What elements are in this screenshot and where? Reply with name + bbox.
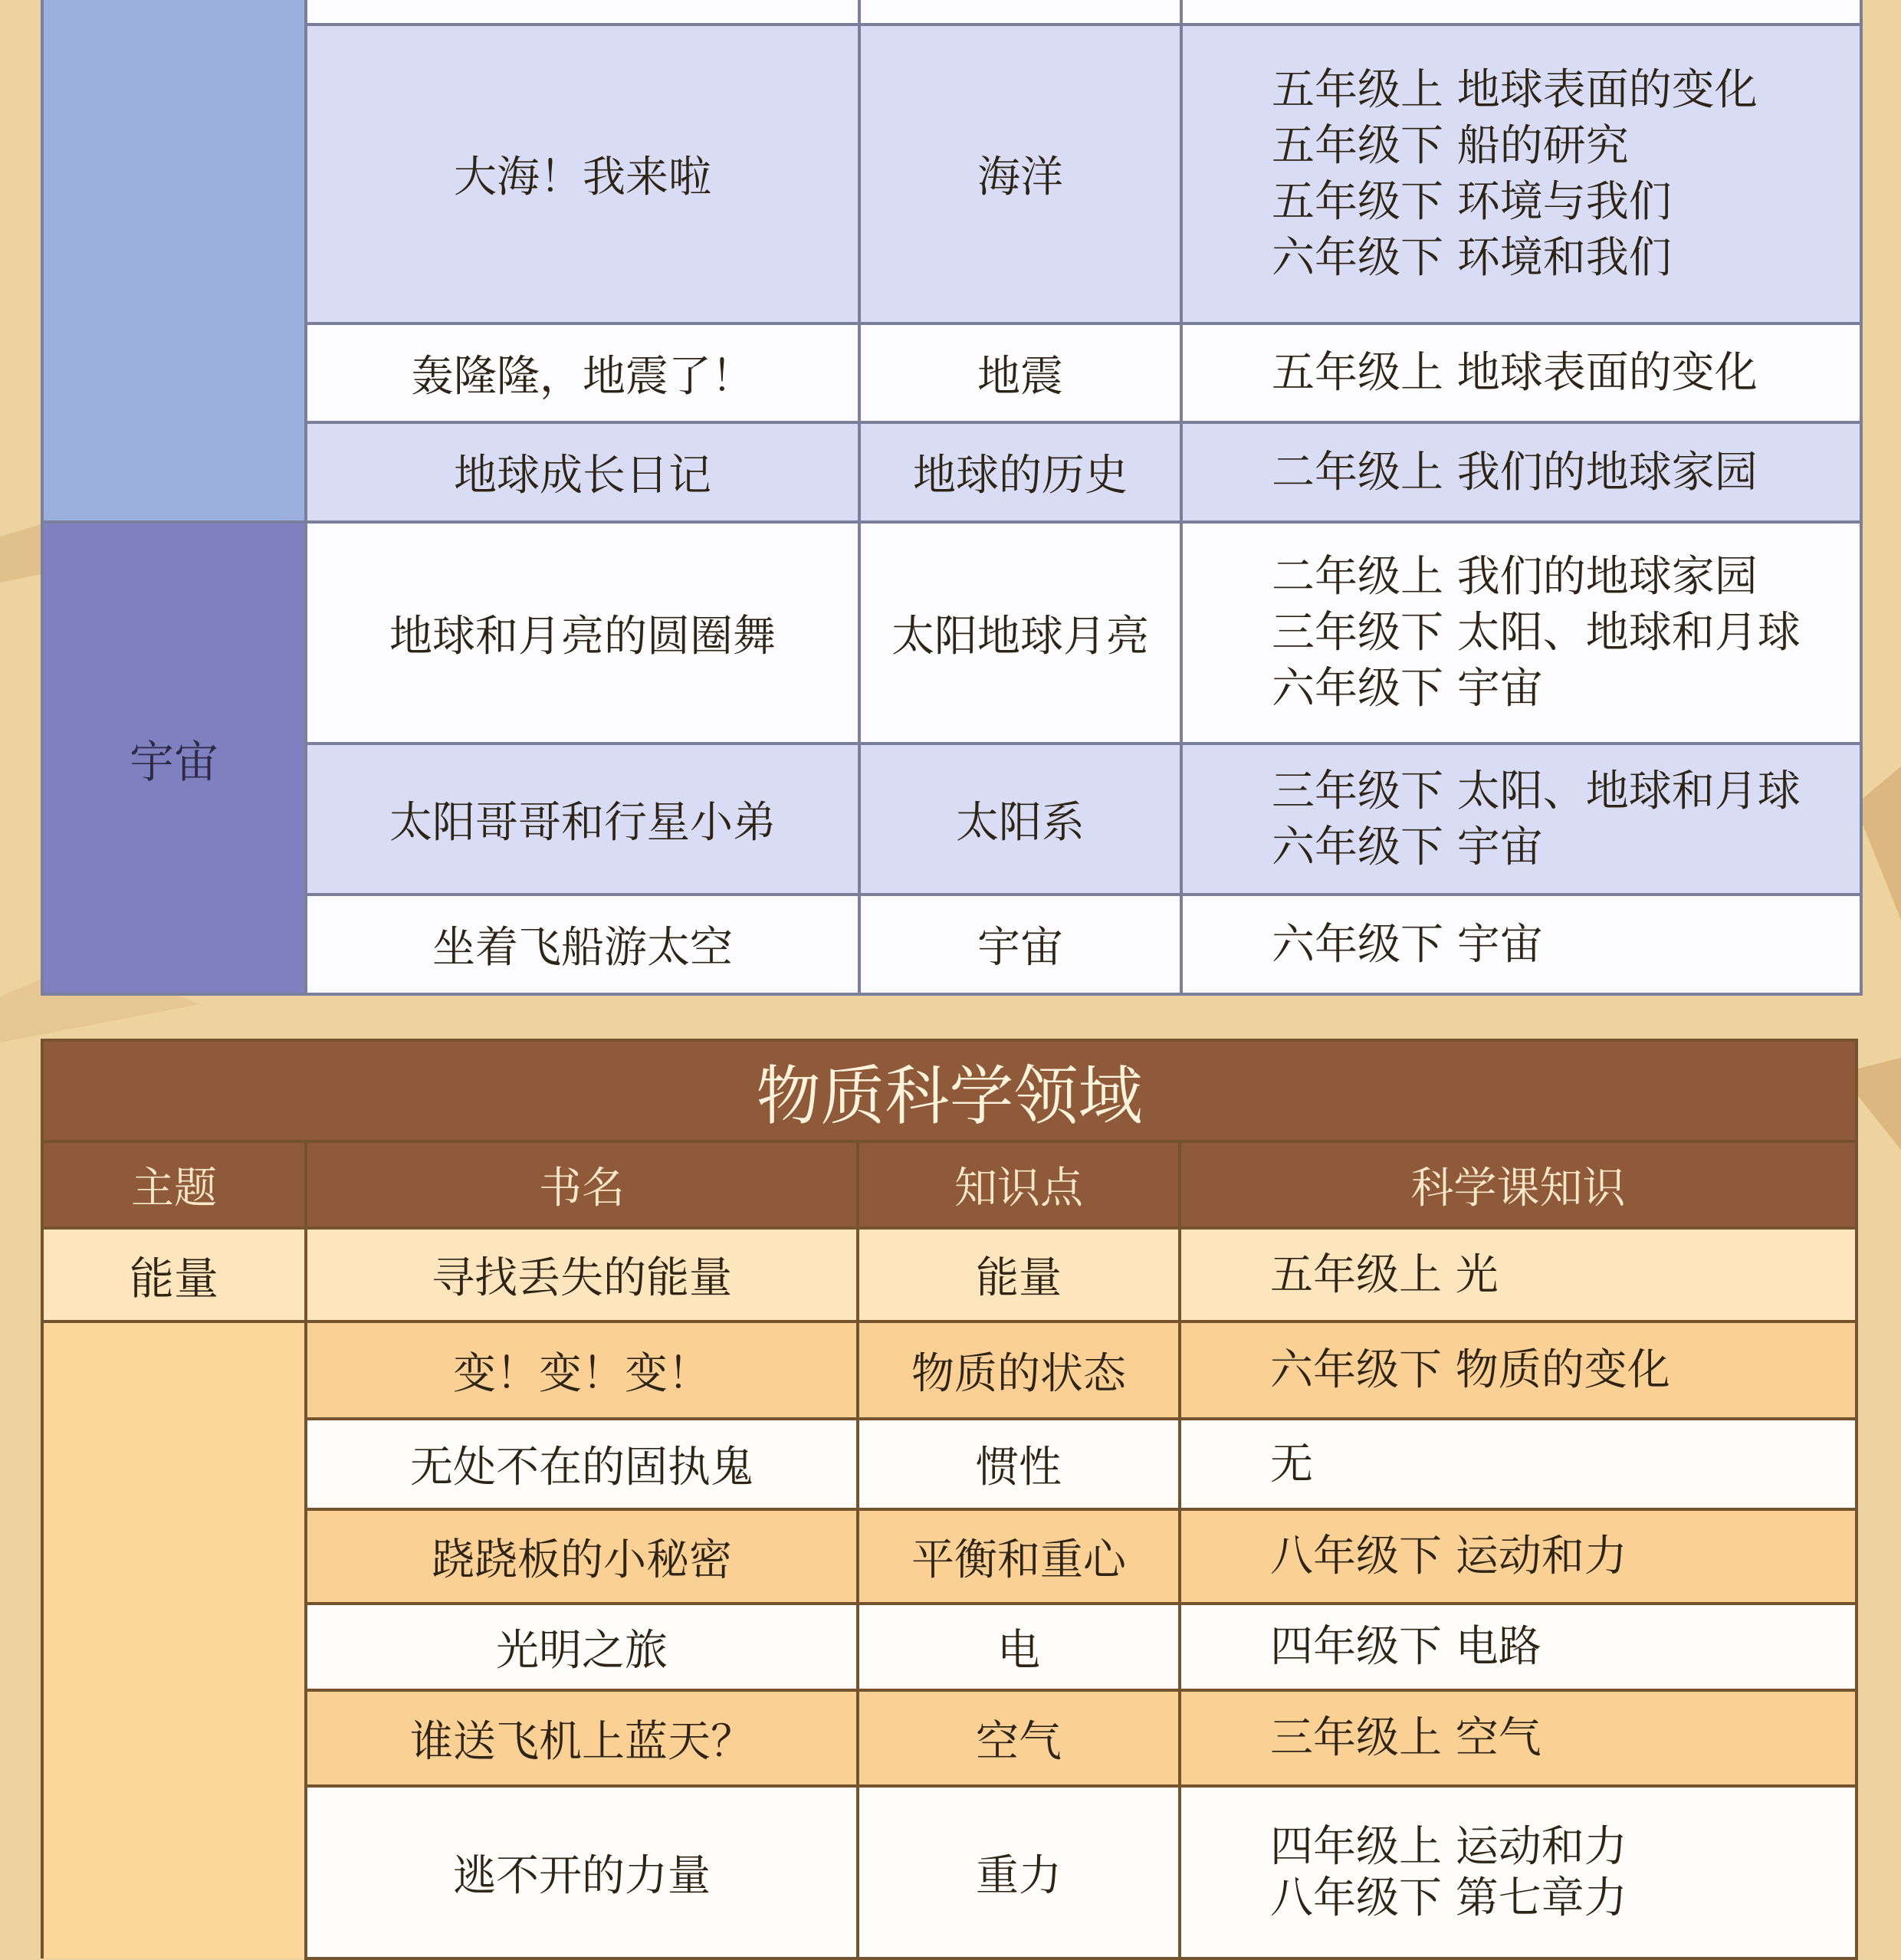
energy-category-cell: 能量: [42, 1228, 306, 1321]
book-title: 变！变！变！: [306, 1321, 858, 1419]
knowledge-point: 惯性: [858, 1419, 1180, 1509]
header-point: 知识点: [858, 1141, 1180, 1228]
knowledge-line: 五年级上 地球表面的变化: [1272, 65, 1758, 115]
science-knowledge: 四年级下 电路: [1180, 1604, 1857, 1690]
book-title: 跷跷板的小秘密: [306, 1509, 858, 1604]
book-title: 坐着飞船游太空: [306, 895, 859, 994]
table-row: [42, 1419, 1857, 1509]
knowledge-point: 物质的状态: [858, 1321, 1180, 1419]
science-knowledge: 无: [1180, 1419, 1857, 1509]
knowledge-point: 太阳系: [859, 744, 1181, 895]
knowledge-line: 八年级下 第七章力: [1270, 1873, 1627, 1923]
knowledge-line: 三年级下 太阳、地球和月球: [1272, 766, 1801, 816]
knowledge-line: 五年级上 地球表面的变化: [1272, 348, 1758, 398]
earth-category-cell: [42, 0, 306, 522]
science-knowledge: 八年级下 运动和力: [1180, 1509, 1857, 1604]
science-knowledge: [1181, 422, 1861, 522]
matter-science-table: [41, 1039, 1858, 1960]
knowledge-point: 太阳地球月亮: [859, 522, 1181, 744]
knowledge-line: 五年级下 船的研究: [1272, 121, 1629, 171]
book-title: 谁送飞机上蓝天？: [306, 1690, 858, 1786]
book-title: 地球成长日记: [306, 422, 859, 522]
knowledge-line: 六年级下 环境和我们: [1272, 233, 1672, 283]
knowledge-line: 二年级上 我们的地球家园: [1272, 447, 1758, 497]
table-row: [42, 1321, 1857, 1419]
universe-category-cell: 宇宙: [42, 522, 306, 994]
table-title-row: [42, 1040, 1857, 1141]
table-row: [42, 522, 1861, 744]
science-knowledge: [1181, 323, 1861, 422]
book-title: 轰隆隆，地震了！: [306, 323, 859, 422]
header-theme: 主题: [42, 1141, 306, 1228]
book-title: 寻找丢失的能量: [306, 1228, 858, 1321]
science-knowledge: [1181, 522, 1861, 744]
earth-universe-table: [41, 0, 1863, 996]
knowledge-line: 三年级下 太阳、地球和月球: [1272, 608, 1801, 658]
knowledge-line: 二年级上 我们的地球家园: [1272, 552, 1758, 602]
table-row: [42, 25, 1861, 323]
knowledge-line: 六年级下 宇宙: [1272, 919, 1543, 970]
table-title: 物质科学领域: [42, 1040, 1857, 1141]
knowledge-line: 五年级下 环境与我们: [1272, 177, 1672, 227]
book-title: 无处不在的固执鬼: [306, 1419, 858, 1509]
table-row: [42, 0, 1861, 25]
matter-category-cell: [42, 1321, 306, 1958]
knowledge-point: 空气: [858, 1690, 1180, 1786]
book-title: 逃不开的力量: [306, 1786, 858, 1958]
book-title: 太阳哥哥和行星小弟: [306, 744, 859, 895]
science-knowledge: [1180, 1786, 1857, 1958]
table-row: [42, 1509, 1857, 1604]
knowledge-point: 地球的历史: [859, 422, 1181, 522]
science-knowledge: [1181, 0, 1861, 25]
table-header-row: [42, 1141, 1857, 1228]
knowledge-point: 电: [858, 1604, 1180, 1690]
book-title: 地球和月亮的圆圈舞: [306, 522, 859, 744]
table-row: [42, 1690, 1857, 1786]
knowledge-line: 六年级下 宇宙: [1272, 664, 1543, 714]
knowledge-point: 海洋: [859, 25, 1181, 323]
table-row: [42, 744, 1861, 895]
table-row: [42, 1786, 1857, 1958]
header-knowledge: 科学课知识: [1180, 1141, 1857, 1228]
science-knowledge: [1181, 744, 1861, 895]
table-row: [42, 1228, 1857, 1321]
knowledge-point: 平衡和重心: [858, 1509, 1180, 1604]
header-book: 书名: [306, 1141, 858, 1228]
book-title: 光明之旅: [306, 1604, 858, 1690]
book-title: [306, 0, 859, 25]
knowledge-point: 宇宙: [859, 895, 1181, 994]
table-row: [42, 422, 1861, 522]
table-row: [42, 1604, 1857, 1690]
science-knowledge: [1181, 25, 1861, 323]
science-knowledge: 三年级上 空气: [1180, 1690, 1857, 1786]
knowledge-point: 重力: [858, 1786, 1180, 1958]
book-title: 大海！我来啦: [306, 25, 859, 323]
science-knowledge: [1181, 895, 1861, 994]
knowledge-line: 四年级上 运动和力: [1270, 1821, 1627, 1872]
knowledge-point: [859, 0, 1181, 25]
knowledge-line: 六年级下 宇宙: [1272, 822, 1543, 872]
science-knowledge: 六年级下 物质的变化: [1180, 1321, 1857, 1419]
knowledge-point: 地震: [859, 323, 1181, 422]
science-knowledge: 五年级上 光: [1180, 1228, 1857, 1321]
table-row: [42, 895, 1861, 994]
table-row: [42, 323, 1861, 422]
knowledge-point: 能量: [858, 1228, 1180, 1321]
